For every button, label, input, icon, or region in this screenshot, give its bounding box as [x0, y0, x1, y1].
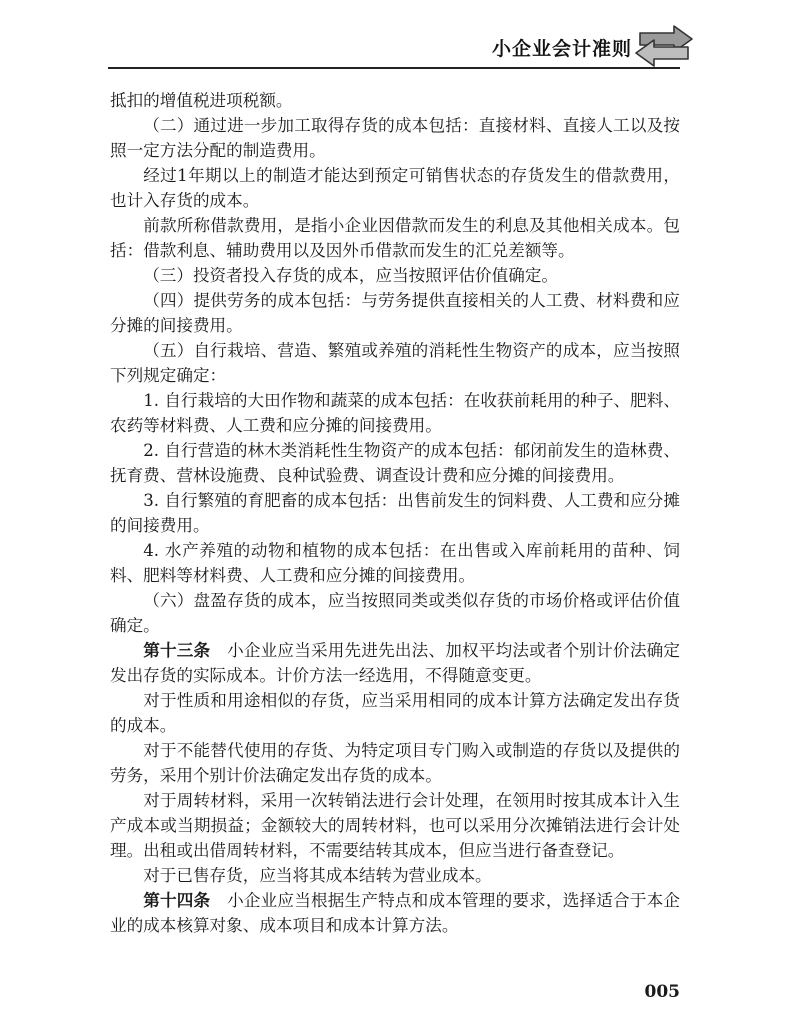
body-paragraph — [110, 588, 680, 638]
page-body — [110, 88, 680, 938]
body-paragraph — [110, 113, 680, 163]
body-paragraph — [110, 538, 680, 588]
body-paragraph — [110, 788, 680, 863]
book-title: 小企业会计准则 — [491, 38, 632, 60]
body-paragraph — [110, 738, 680, 788]
header-rule — [108, 67, 680, 69]
body-paragraph — [110, 288, 680, 338]
article-paragraph — [110, 638, 680, 688]
paragraph-text: （四）提供劳务的成本包括：与劳务提供直接相关的人工费、材料费和应分摊的间接费用。 — [110, 291, 680, 335]
paragraph-text: 小企业应当根据生产特点和成本管理的要求，选择适合于本企业的成本核算对象、成本项目和成本计算方法。 — [110, 891, 680, 935]
running-header — [0, 24, 790, 70]
body-paragraph — [110, 863, 680, 888]
paragraph-text: 经过1年期以上的制造才能达到预定可销售状态的存货发生的借款费用，也计入存货的成本。 — [110, 166, 680, 210]
article-number: 第十三条 — [143, 641, 211, 660]
paragraph-text: 2. 自行营造的林木类消耗性生物资产的成本包括：郁闭前发生的造林费、抚育费、营林设施费、良种试验费、调查设计费和应分摊的间接费用。 — [110, 441, 680, 485]
paragraph-text: （三）投资者投入存货的成本，应当按照评估价值确定。 — [143, 266, 559, 285]
paragraph-text: 3. 自行繁殖的育肥畜的成本包括：出售前发生的饲料费、人工费和应分摊的间接费用。 — [110, 491, 680, 535]
paragraph-text: 对于性质和用途相似的存货，应当采用相同的成本计算方法确定发出存货的成本。 — [110, 691, 680, 735]
paragraph-text: 小企业应当采用先进先出法、加权平均法或者个别计价法确定发出存货的实际成本。计价方法一经选用，不得随意变更。 — [110, 641, 680, 685]
paragraph-text: 1. 自行栽培的大田作物和蔬菜的成本包括：在收获前耗用的种子、肥料、农药等材料费、人工费和应分摊的间接费用。 — [110, 391, 680, 435]
paragraph-text: 前款所称借款费用，是指小企业因借款而发生的利息及其他相关成本。包括：借款利息、辅助费用以及因外币借款而发生的汇兑差额等。 — [110, 216, 680, 260]
double-arrow-icon — [634, 24, 694, 68]
paragraph-text: （五）自行栽培、营造、繁殖或养殖的消耗性生物资产的成本，应当按照下列规定确定： — [110, 341, 680, 385]
body-paragraph — [110, 688, 680, 738]
body-paragraph — [110, 163, 680, 213]
paragraph-text: （六）盘盈存货的成本，应当按照同类或类似存货的市场价格或评估价值确定。 — [110, 591, 680, 635]
body-paragraph — [110, 213, 680, 263]
article-paragraph — [110, 888, 680, 938]
paragraph-text: （二）通过进一步加工取得存货的成本包括：直接材料、直接人工以及按照一定方法分配的制造费用。 — [110, 116, 680, 160]
body-paragraph — [110, 438, 680, 488]
body-paragraph — [110, 488, 680, 538]
page-number: 005 — [644, 982, 680, 1002]
body-paragraph — [110, 263, 680, 288]
article-number: 第十四条 — [143, 891, 211, 910]
paragraph-text: 对于已售存货，应当将其成本结转为营业成本。 — [143, 866, 492, 885]
paragraph-text: 抵扣的增值税进项税额。 — [110, 91, 293, 110]
body-paragraph — [110, 388, 680, 438]
paragraph-text: 对于周转材料，采用一次转销法进行会计处理，在领用时按其成本计入生产成本或当期损益；金额较大的周转材料，也可以采用分次摊销法进行会计处理。出租或出借周转材料，不需要结转其成本，但应当进行备查登记。 — [110, 791, 680, 860]
paragraph-text: 4. 水产养殖的动物和植物的成本包括：在出售或入库前耗用的苗种、饲料、肥料等材料费、人工费和应分摊的间接费用。 — [110, 541, 680, 585]
body-paragraph — [110, 338, 680, 388]
paragraph-text: 对于不能替代使用的存货、为特定项目专门购入或制造的存货以及提供的劳务，采用个别计价法确定发出存货的成本。 — [110, 741, 680, 785]
body-paragraph — [110, 88, 680, 113]
